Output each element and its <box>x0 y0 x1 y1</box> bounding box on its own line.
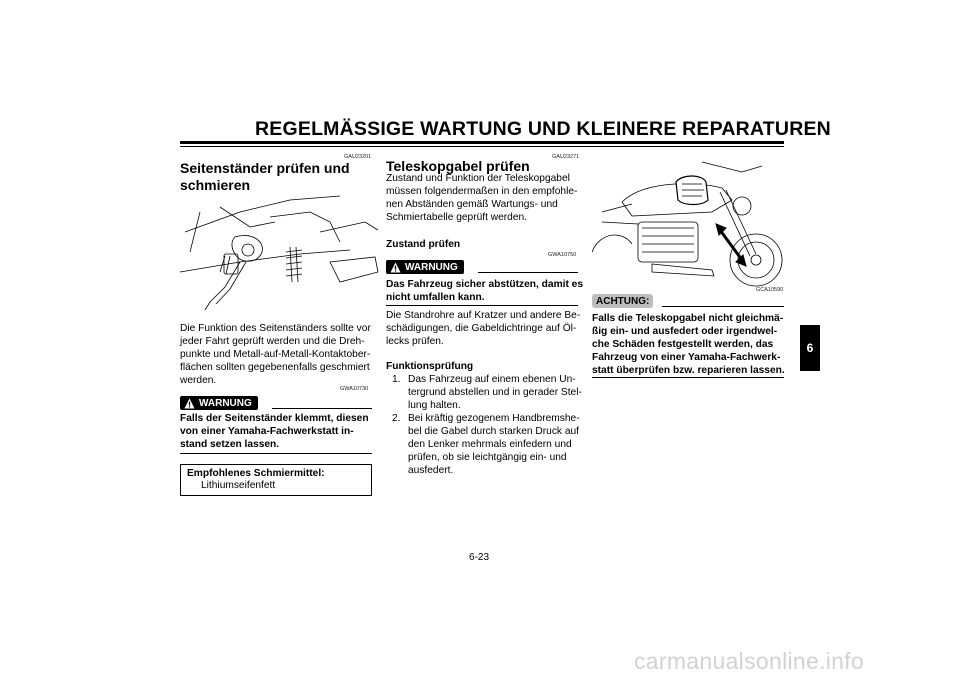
fork-warning-text: Das Fahrzeug sicher abstützen, damit es nicht umfallen kann. <box>386 279 584 303</box>
sidestand-warning-text: Falls der Seitenständer klemmt, diesen von einer Yamaha-Fachwerkstatt in- stand setzen lassen. <box>180 413 369 450</box>
motorcycle-fork-illustration <box>592 152 784 290</box>
header-rule-thin <box>180 146 784 147</box>
lubricant-box: Empfohlenes Schmiermittel: Lithiumseifenfett <box>180 464 372 496</box>
caution-badge: ACHTUNG: <box>592 294 653 308</box>
subhead-condition: Zustand prüfen <box>386 239 461 250</box>
caution-text: Falls die Teleskopgabel nicht gleichmä- ßig ein- und ausfedert oder irgendwel- che Schäden festgestellt werden, das Fahrzeug von einer Yamaha-Fachwerk- statt überprüfen bzw. reparieren lassen. <box>592 313 785 376</box>
list-item: 1. Das Fahrzeug auf einem ebenen Un- tergrund abstellen und in gerader Stel- lung halten. <box>392 374 582 411</box>
warning-end-rule <box>386 305 578 306</box>
page-header-title: REGELMÄSSIGE WARTUNG UND KLEINERE REPARATUREN <box>255 118 831 140</box>
fork-intro: Zustand und Funktion der Teleskopgabel müssen folgendermaßen in den empfohle- nen Abständen gemäß Wartungs- und Schmiertabelle geprüft werden. <box>386 173 578 223</box>
warning-triangle-icon <box>390 262 401 273</box>
section-code: GAU23271 <box>552 154 580 160</box>
warning-code: GWA10750 <box>548 252 577 258</box>
chapter-tab[interactable]: 6 <box>800 325 820 371</box>
caution-end-rule <box>592 377 784 378</box>
warning-badge: WARNUNG <box>386 260 464 274</box>
watermark: carmanualsonline.info <box>634 648 865 674</box>
warning-badge: WARNUNG <box>180 396 258 410</box>
section-code: GAU23201 <box>344 154 372 160</box>
fork-steps-list <box>386 373 586 477</box>
page-number: 6-23 <box>469 552 490 563</box>
caution-rule <box>662 306 784 307</box>
sidestand-illustration <box>180 192 380 314</box>
subhead-function: Funktionsprüfung <box>386 361 474 372</box>
list-item: 2. Bei kräftig gezogenem Handbremshe- bel die Gabel durch starken Druck auf den Lenker mehrmals einfedern und prüfen, ob sie leichtgängig ein- und ausfedert. <box>392 413 580 476</box>
fork-inspection-paragraph: Die Standrohre auf Kratzer und andere Be- schädigungen, die Gabeldichtringe auf Öl- lecks prüfen. <box>386 310 581 347</box>
section-title-sidestand: Seitenständer prüfen und schmieren <box>180 160 350 193</box>
warning-triangle-icon <box>184 398 195 409</box>
sidestand-paragraph: Die Funktion des Seitenständers sollte vor jeder Fahrt geprüft werden und die Dreh- punkte und Metall-auf-Metall-Kontaktober- flächen sollten gegebenenfalls geschmiert werden. <box>180 323 371 386</box>
header-rule <box>180 141 784 144</box>
warning-code: GWA10730 <box>340 386 369 392</box>
warning-rule <box>272 408 372 409</box>
caution-code: GCA10590 <box>756 287 784 293</box>
warning-end-rule <box>180 453 372 454</box>
section-title-fork: Teleskopgabel prüfen <box>386 158 530 174</box>
warning-rule <box>478 272 578 273</box>
